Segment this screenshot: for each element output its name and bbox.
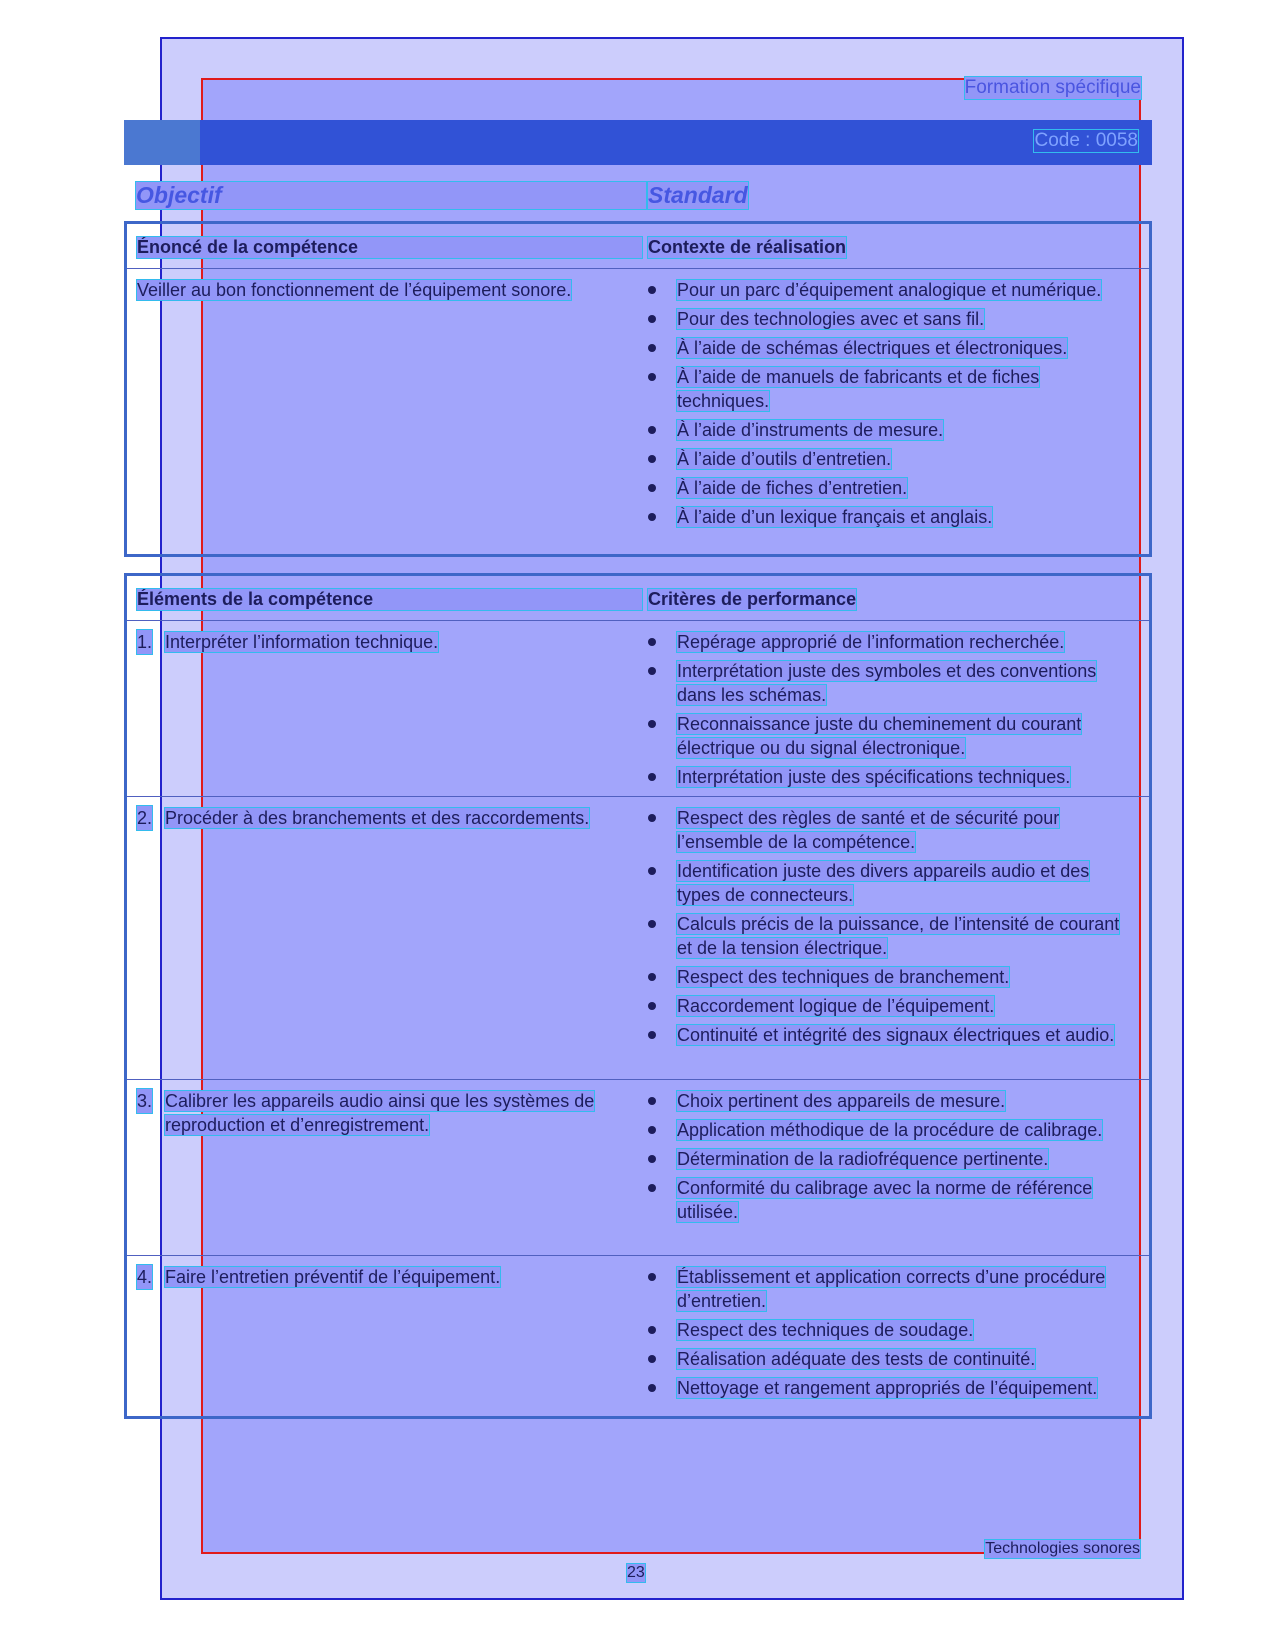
element-row	[127, 797, 1149, 1080]
code-banner	[124, 120, 1152, 165]
criterion-item-text: Conformité du calibrage avec la norme de référence utilisée.	[677, 1178, 1093, 1222]
context-item-text: À l’aide de schémas électriques et électroniques.	[677, 338, 1068, 358]
criterion-item-text: Établissement et application corrects d’une procédure d’entretien.	[677, 1267, 1106, 1311]
criteria-list	[648, 806, 1128, 1052]
criterion-item-text: Nettoyage et rangement appropriés de l’équipement.	[677, 1378, 1098, 1398]
element-text-content: Faire l’entretien préventif de l’équipement.	[165, 1267, 501, 1287]
standard-heading: Standard	[648, 182, 748, 208]
context-item-text: Pour des technologies avec et sans fil.	[677, 309, 985, 329]
element-number: 3.	[137, 1091, 153, 1111]
formation-label: Formation spécifique	[964, 77, 1141, 98]
element-text	[165, 1265, 635, 1289]
program-code: Code : 0058	[1034, 130, 1138, 151]
elements-box	[124, 573, 1152, 1419]
bullet-icon	[648, 920, 656, 928]
criterion-item	[648, 1376, 1128, 1400]
element-text	[165, 630, 635, 654]
element-text	[165, 1089, 635, 1137]
context-item	[648, 447, 1128, 471]
element-rows	[127, 621, 1149, 1421]
bullet-icon	[648, 426, 656, 434]
criteria-column-title: Critères de performance	[648, 589, 857, 609]
statement-column-title: Énoncé de la compétence	[137, 237, 642, 258]
context-item	[648, 505, 1128, 529]
competence-statement	[137, 278, 647, 302]
bullet-icon	[648, 315, 656, 323]
objectif-heading: Objectif	[136, 182, 646, 209]
criterion-item-text: Reconnaissance juste du cheminement du courant électrique ou du signal électronique.	[677, 714, 1082, 758]
competence-box-header	[127, 224, 1149, 269]
elements-column-title: Éléments de la compétence	[137, 589, 642, 610]
criterion-item	[648, 1118, 1128, 1142]
element-row	[127, 1256, 1149, 1421]
criterion-item	[648, 1147, 1128, 1171]
element-text-content: Procéder à des branchements et des raccordements.	[165, 808, 590, 828]
page-number: 23	[627, 1564, 645, 1581]
context-item-text: À l’aide de manuels de fabricants et de fiches techniques.	[677, 367, 1040, 411]
element-row	[127, 1080, 1149, 1256]
criterion-item-text: Application méthodique de la procédure de calibrage.	[677, 1120, 1103, 1140]
criterion-item-text: Respect des techniques de soudage.	[677, 1320, 974, 1340]
bullet-icon	[648, 1326, 656, 1334]
criterion-item-text: Repérage approprié de l’information recherchée.	[677, 632, 1065, 652]
bullet-icon	[648, 373, 656, 381]
bullet-icon	[648, 286, 656, 294]
criterion-item-text: Réalisation adéquate des tests de continuité.	[677, 1349, 1036, 1369]
criterion-item	[648, 1176, 1128, 1224]
bullet-icon	[648, 638, 656, 646]
criteria-list	[648, 1265, 1128, 1405]
column-headings	[136, 182, 1146, 208]
bullet-icon	[648, 720, 656, 728]
criterion-item	[648, 659, 1128, 707]
context-list	[648, 278, 1128, 534]
criterion-item-text: Raccordement logique de l’équipement.	[677, 996, 995, 1016]
context-item-text: À l’aide d’outils d’entretien.	[677, 449, 892, 469]
criteria-list	[648, 1089, 1128, 1229]
bullet-icon	[648, 1384, 656, 1392]
bullet-icon	[648, 1126, 656, 1134]
bullet-icon	[648, 814, 656, 822]
element-number: 4.	[137, 1267, 153, 1287]
context-item	[648, 365, 1128, 413]
bullet-icon	[648, 1184, 656, 1192]
criterion-item-text: Détermination de la radiofréquence pertinente.	[677, 1149, 1049, 1169]
bullet-icon	[648, 1355, 656, 1363]
bullet-icon	[648, 1031, 656, 1039]
context-item-text: Pour un parc d’équipement analogique et numérique.	[677, 280, 1102, 300]
criterion-item	[648, 1318, 1128, 1342]
criterion-item	[648, 994, 1128, 1018]
criterion-item	[648, 765, 1128, 789]
criterion-item-text: Choix pertinent des appareils de mesure.	[677, 1091, 1006, 1111]
element-text	[165, 806, 635, 830]
competence-row	[127, 269, 1149, 555]
footer-program: Technologies sonores	[985, 1540, 1140, 1557]
criterion-item-text: Identification juste des divers appareils audio et des types de connecteurs.	[677, 861, 1090, 905]
bullet-icon	[648, 867, 656, 875]
criterion-item	[648, 1347, 1128, 1371]
context-item	[648, 336, 1128, 360]
context-item	[648, 418, 1128, 442]
criterion-item	[648, 912, 1128, 960]
bullet-icon	[648, 1002, 656, 1010]
criterion-item	[648, 630, 1128, 654]
criterion-item-text: Calculs précis de la puissance, de l’intensité de courant et de la tension électrique.	[677, 914, 1120, 958]
bullet-icon	[648, 513, 656, 521]
context-item	[648, 476, 1128, 500]
criterion-item-text: Interprétation juste des symboles et des conventions dans les schémas.	[677, 661, 1097, 705]
bullet-icon	[648, 344, 656, 352]
context-item-text: À l’aide d’instruments de mesure.	[677, 420, 944, 440]
criterion-item	[648, 1023, 1128, 1047]
criterion-item	[648, 1089, 1128, 1113]
element-number: 1.	[137, 632, 153, 652]
element-row	[127, 621, 1149, 797]
context-item	[648, 307, 1128, 331]
banner-accent	[124, 120, 200, 165]
competence-statement-text: Veiller au bon fonctionnement de l’équipement sonore.	[137, 280, 572, 300]
criterion-item	[648, 859, 1128, 907]
bullet-icon	[648, 973, 656, 981]
competence-statement-box	[124, 221, 1152, 557]
bullet-icon	[648, 667, 656, 675]
element-number: 2.	[137, 808, 153, 828]
element-text-content: Calibrer les appareils audio ainsi que les systèmes de reproduction et d’enregistrement.	[165, 1091, 595, 1135]
criterion-item-text: Respect des techniques de branchement.	[677, 967, 1010, 987]
bullet-icon	[648, 1273, 656, 1281]
context-item-text: À l’aide de fiches d’entretien.	[677, 478, 908, 498]
criterion-item	[648, 1265, 1128, 1313]
context-column-title: Contexte de réalisation	[648, 237, 847, 257]
criterion-item	[648, 712, 1128, 760]
bullet-icon	[648, 484, 656, 492]
elements-box-header	[127, 576, 1149, 621]
bullet-icon	[648, 773, 656, 781]
element-text-content: Interpréter l’information technique.	[165, 632, 439, 652]
context-item	[648, 278, 1128, 302]
bullet-icon	[648, 1097, 656, 1105]
bullet-icon	[648, 1155, 656, 1163]
context-item-text: À l’aide d’un lexique français et anglais.	[677, 507, 993, 527]
criterion-item-text: Respect des règles de santé et de sécurité pour l’ensemble de la compétence.	[677, 808, 1060, 852]
bullet-icon	[648, 455, 656, 463]
criterion-item	[648, 965, 1128, 989]
criterion-item	[648, 806, 1128, 854]
criterion-item-text: Continuité et intégrité des signaux électriques et audio.	[677, 1025, 1115, 1045]
criteria-list	[648, 630, 1128, 794]
criterion-item-text: Interprétation juste des spécifications techniques.	[677, 767, 1071, 787]
